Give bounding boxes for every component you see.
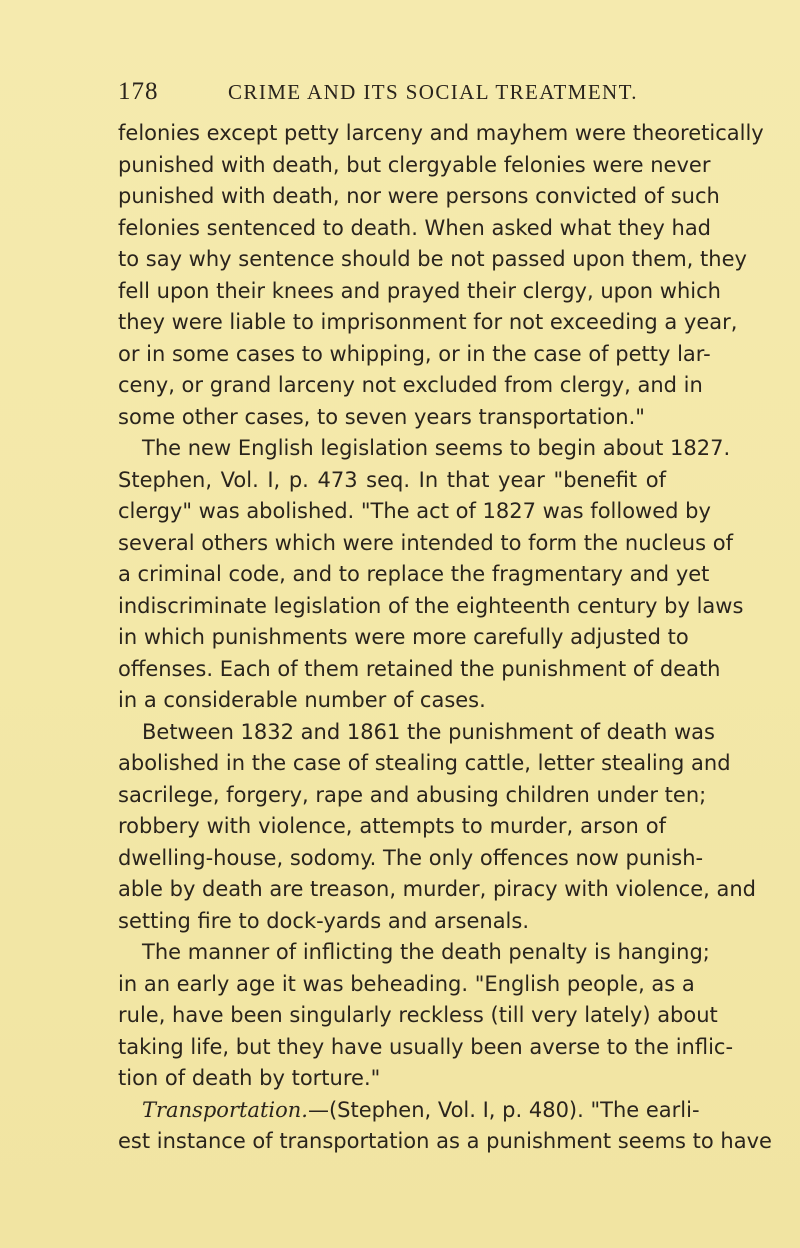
- italic-heading: Transportation.: [142, 1097, 308, 1122]
- text-line: clergy" was abolished. "The act of 1827 was followed by: [118, 499, 711, 523]
- text-line: Between 1832 and 1861 the punishment of death was: [142, 719, 715, 744]
- text-line: some other cases, to seven years transportation.": [118, 404, 645, 429]
- text-line: several others which were intended to form the nucleus of: [118, 530, 733, 555]
- text-line: in which punishments were more carefully adjusted to: [118, 625, 689, 649]
- text-line: able by death are treason, murder, piracy with violence, and: [118, 877, 756, 901]
- text-line: or in some cases to whipping, or in the case of petty lar-: [118, 341, 711, 366]
- text-line: felonies except petty larceny and mayhem were theoretically: [118, 121, 764, 145]
- text-line: sacrilege, forgery, rape and abusing children under ten;: [118, 782, 707, 807]
- text-line: a criminal code, and to replace the fragmentary and yet: [118, 562, 710, 586]
- text-line: they were liable to imprisonment for not exceeding a year,: [118, 310, 738, 334]
- text-line: dwelling-house, sodomy. The only offences now punish-: [118, 845, 704, 870]
- text-line: offenses. Each of them retained the punishment of death: [118, 656, 721, 681]
- page-number: 178: [118, 78, 159, 105]
- running-head: CRIME AND ITS SOCIAL TREATMENT.: [228, 80, 638, 104]
- text-line: setting fire to dock-yards and arsenals.: [118, 908, 530, 933]
- text-line: [118, 1095, 700, 1127]
- text-line: in a considerable number of cases.: [118, 688, 486, 712]
- text-line: tion of death by torture.": [118, 1066, 381, 1090]
- body-text: [118, 118, 772, 1158]
- text-line: The new English legislation seems to begin about 1827.: [142, 436, 731, 460]
- text-line: punished with death, nor were persons convicted of such: [118, 184, 720, 208]
- text-line: punished with death, but clergyable felonies were never: [118, 152, 711, 177]
- text-line: indiscriminate legislation of the eighteenth century by laws: [118, 593, 744, 618]
- text-line: fell upon their knees and prayed their clergy, upon which: [118, 278, 721, 303]
- text-line-rest: —(Stephen, Vol. I, p. 480). "The earli-: [307, 1097, 700, 1122]
- text-line: rule, have been singularly reckless (till very lately) about: [118, 1003, 718, 1027]
- text-line: The manner of inflicting the death penalty is hanging;: [142, 940, 710, 964]
- text-line: felonies sentenced to death. When asked what they had: [118, 215, 712, 240]
- text-line: ceny, or grand larceny not excluded from clergy, and in: [118, 373, 703, 397]
- page-header: [118, 78, 666, 108]
- text-line: to say why sentence should be not passed upon them, they: [118, 247, 747, 271]
- text-line: Stephen, Vol. I, p. 473 seq. In that year "benefit of: [118, 467, 666, 492]
- text-line: taking life, but they have usually been averse to the inflic-: [118, 1034, 734, 1059]
- text-line: abolished in the case of stealing cattle, letter stealing and: [118, 751, 731, 775]
- text-line: robbery with violence, attempts to murder, arson of: [118, 814, 666, 838]
- text-line: est instance of transportation as a punishment seems to have: [118, 1129, 772, 1153]
- text-line: in an early age it was beheading. "English people, as a: [118, 971, 695, 996]
